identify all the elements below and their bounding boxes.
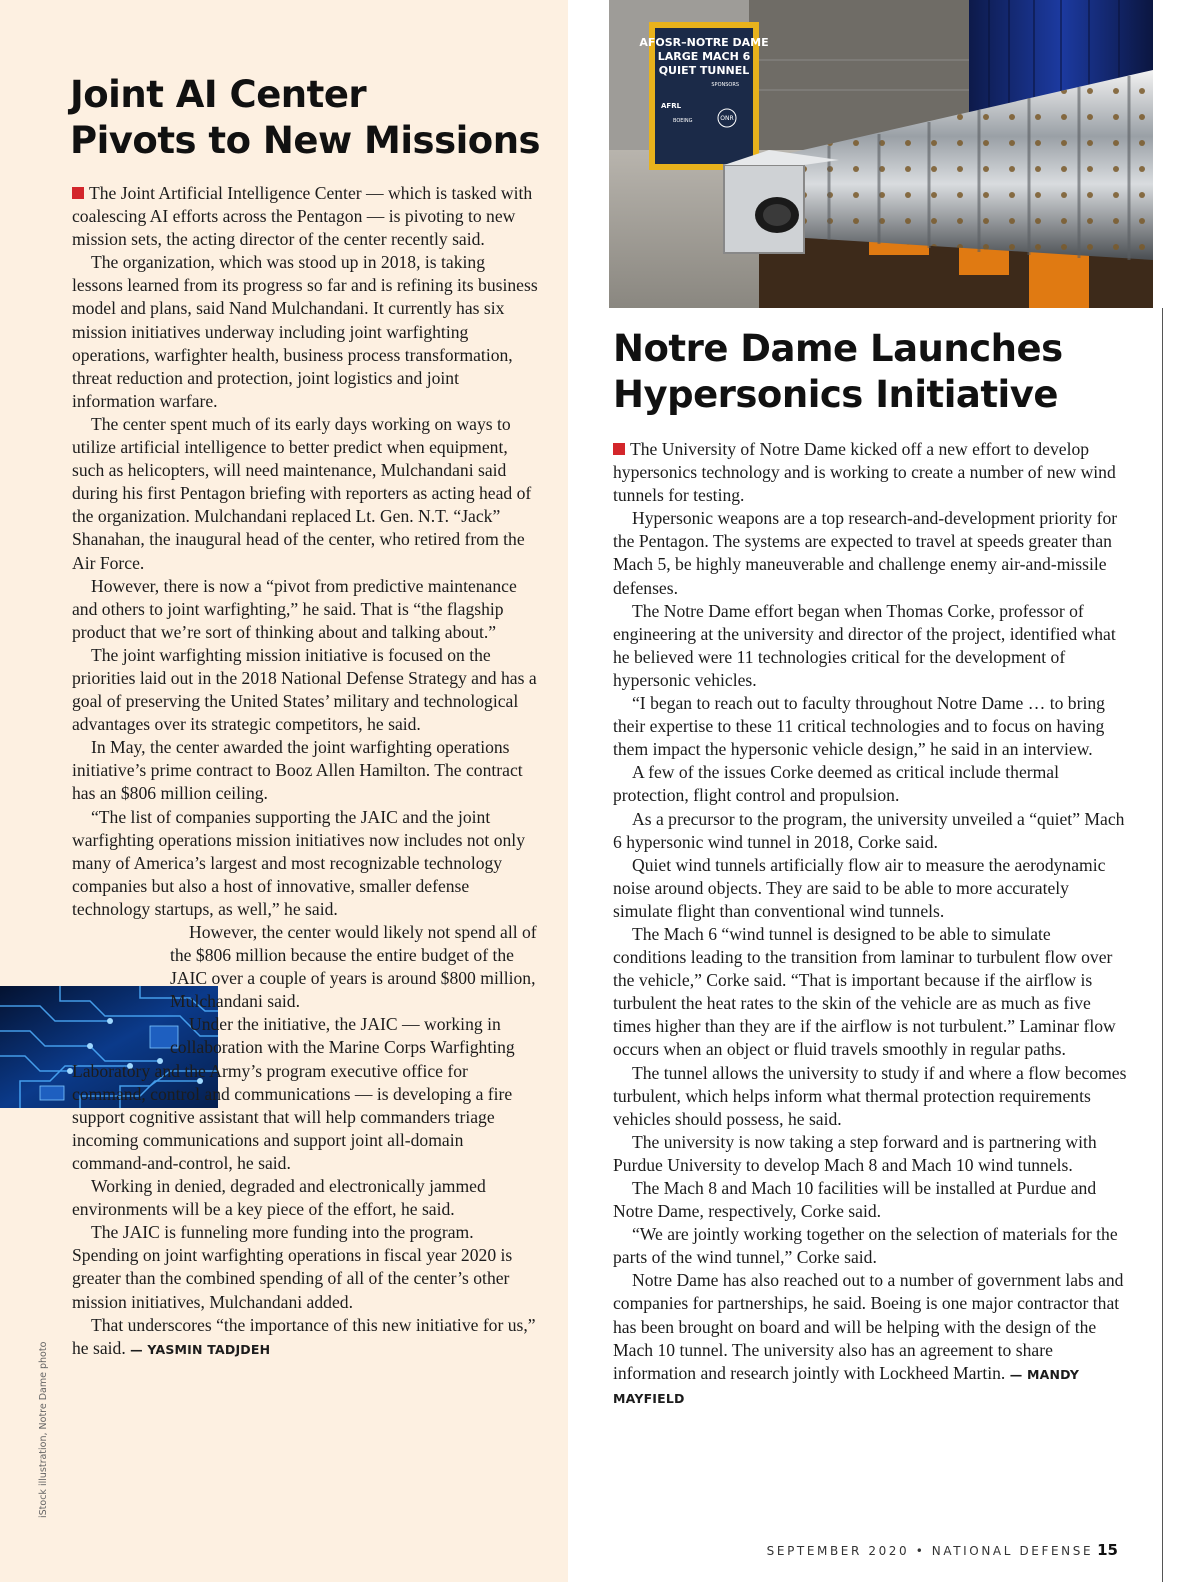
right-paragraph: The Mach 8 and Mach 10 facilities will be installed at Purdue and Notre Dame, respectively, Corke said. <box>613 1178 1097 1222</box>
right-paragraph: As a precursor to the program, the university unveiled a “quiet” Mach 6 hypersonic wind tunnel in 2018, Corke said. <box>613 808 1125 852</box>
image-wrap-spacer <box>0 921 170 1059</box>
right-paragraph: Quiet wind tunnels artificially flow air to measure the aerodynamic noise around objects. They are said to be able to more accurately simulate flight than conventional wind tunnels. <box>613 854 1106 921</box>
right-headline <box>613 326 1153 418</box>
left-p12-text: That underscores “the importance of this new initiative for us,” he said. <box>72 1314 536 1358</box>
left-headline <box>70 72 550 164</box>
left-byline: — YASMIN TADJDEH <box>130 1341 271 1357</box>
right-byline: — MANDY MAYFIELD <box>613 1366 1080 1406</box>
sign-logo-onr: ONR <box>720 115 734 122</box>
left-p1-text: The Joint Artificial Intelligence Center — which is tasked with coalescing AI efforts across the Pentagon — is pivoting to new mission sets, the acting director of the center recently said. <box>72 183 533 250</box>
right-paragraph: The university is now taking a step forward and is partnering with Purdue University to develop Mach 8 and Mach 10 wind tunnels. <box>613 1131 1097 1175</box>
right-paragraph: A few of the issues Corke deemed as critical include thermal protection, flight control and propulsion. <box>613 762 1059 806</box>
left-paragraph: “The list of companies supporting the JAIC and the joint warfighting operations mission initiatives now includes not only many of America’s largest and most recognizable technology companies but also a host of innovative, smaller defense technology startups, as well,” he said. <box>72 806 525 919</box>
right-paragraph <box>613 1269 1128 1410</box>
left-paragraph: The center spent much of its early days working on ways to utilize artificial intelligence to better predict when equipment, such as helicopters, will need maintenance, Mulchandani said during his first Pentagon briefing with reporters as acting head of the organization. Mulchandani replaced Lt. Gen. N.T. “Jack” Shanahan, the inaugural head of the center, who retired from the Air Force. <box>72 413 532 573</box>
sign-sponsors: SPONSORS <box>711 82 739 88</box>
right-article-body <box>613 438 1128 1410</box>
left-paragraph <box>72 182 540 251</box>
page-footer <box>700 1541 1118 1559</box>
red-square-marker <box>72 187 84 199</box>
left-paragraph: The organization, which was stood up in 2018, is taking lessons learned from its progress so far and is refining its business model and plans, said Nand Mulchandani. It currently has six mission initiatives underway including joint warfighting operations, warfighter health, business process transformation, threat reduction and protection, joint logistics and joint information warfare. <box>72 252 538 411</box>
page-number: 15 <box>1097 1541 1118 1559</box>
right-paragraph: “We are jointly working together on the selection of materials for the parts of the wind tunnel,” Corke said. <box>613 1224 1118 1268</box>
right-paragraph: “I began to reach out to faculty throughout Notre Dame … to bring their expertise to these 11 critical technologies and to focus on having them impact the hypersonic vehicle design,” he said in an interview. <box>613 693 1105 760</box>
left-headline-line2: Pivots to New Missions <box>70 119 541 162</box>
right-headline-line1: Notre Dame Launches <box>613 327 1063 370</box>
left-paragraph: Working in denied, degraded and electronically jammed environments will be a key piece of the effort, he said. <box>72 1176 486 1220</box>
left-paragraph: In May, the center awarded the joint warfighting operations initiative’s prime contract to Booz Allen Hamilton. The contract has an $806 million ceiling. <box>72 737 523 804</box>
sign-logo-afrl: AFRL <box>661 102 682 110</box>
right-paragraph: The Mach 6 “wind tunnel is designed to be able to simulate conditions leading to the transition from laminar to turbulent flow over the vehicle,” Corke said. “That is important because if the airflow is turbulent the heat rates to the skin of the vehicle are as much as five times higher than they are if the airflow is not turbulent.” Laminar flow occurs when an object or fluid travels smoothly in regular paths. <box>613 923 1116 1060</box>
red-square-marker <box>613 443 625 455</box>
left-paragraph: The JAIC is funneling more funding into the program. Spending on joint warfighting operations in fiscal year 2020 is greater than the combined spending of all of the center’s other mission initiatives, Mulchandani added. <box>72 1222 513 1312</box>
column-rule <box>1162 308 1163 1582</box>
left-paragraph: However, there is now a “pivot from predictive maintenance and others to joint warfighting,” he said. That is “the flagship product that we’re sort of thinking about and talking about.” <box>72 575 517 642</box>
left-headline-line1: Joint AI Center <box>70 73 367 116</box>
sign-line3: QUIET TUNNEL <box>658 64 750 77</box>
right-p13-text: Notre Dame has also reached out to a number of government labs and companies for partnerships, he said. Boeing is one major contractor that has been brought on board and will be helping with the design of the Mach 10 tunnel. The university also has an agreement to share information and research jointly with Lockheed Martin. <box>613 1270 1124 1383</box>
right-headline-line2: Hypersonics Initiative <box>613 373 1058 416</box>
left-paragraph: The joint warfighting mission initiative is focused on the priorities laid out in the 2018 National Defense Strategy and has a goal of preserving the United States’ military and technological advantages over its strategic competitors, he said. <box>72 644 537 735</box>
left-paragraph: However, the center would likely not spend all of the $806 million because the entire budget of the JAIC over a couple of years is around $800 million, Mulchandani said. <box>170 922 537 1012</box>
photo-credit <box>28 1328 49 1518</box>
left-paragraph: Under the initiative, the JAIC — working in collaboration with the Marine Corps Warfighting Laboratory and the Army’s program executive office for command, control and communications — is developing a fire support cognitive assistant that will help commanders triage incoming communications and support joint all-domain command-and-control, he said. <box>72 1014 515 1173</box>
left-article-body <box>72 182 540 1361</box>
photo-credit-text: iStock illustration, Notre Dame photo <box>38 1341 49 1518</box>
right-paragraph: The Notre Dame effort began when Thomas Corke, professor of engineering at the university and director of the project, identified what he believed were 11 technologies critical for the development of hypersonic vehicles. <box>613 600 1116 690</box>
sign-logo-boeing: BOEING <box>673 118 693 124</box>
right-paragraph <box>613 438 1128 507</box>
right-paragraph: Hypersonic weapons are a top research-and-development priority for the Pentagon. The systems are expected to travel at speeds greater than Mach 5, be highly maneuverable and challenge enemy air-and-missile defenses. <box>613 508 1118 598</box>
sign-line2: LARGE MACH 6 <box>657 50 751 63</box>
sign-line1: AFOSR–NOTRE DAME <box>639 36 769 49</box>
right-p1-text: The University of Notre Dame kicked off a new effort to develop hypersonics technology and is working to create a number of new wind tunnels for testing. <box>613 439 1116 506</box>
footer-issue: SEPTEMBER 2020 • NATIONAL DEFENSE <box>766 1544 1094 1558</box>
right-paragraph: The tunnel allows the university to study if and where a flow becomes turbulent, which helps inform what thermal protection requirements vehicles should possess, he said. <box>613 1062 1127 1129</box>
wind-tunnel-photo <box>609 0 1153 308</box>
left-paragraph <box>72 1314 540 1361</box>
